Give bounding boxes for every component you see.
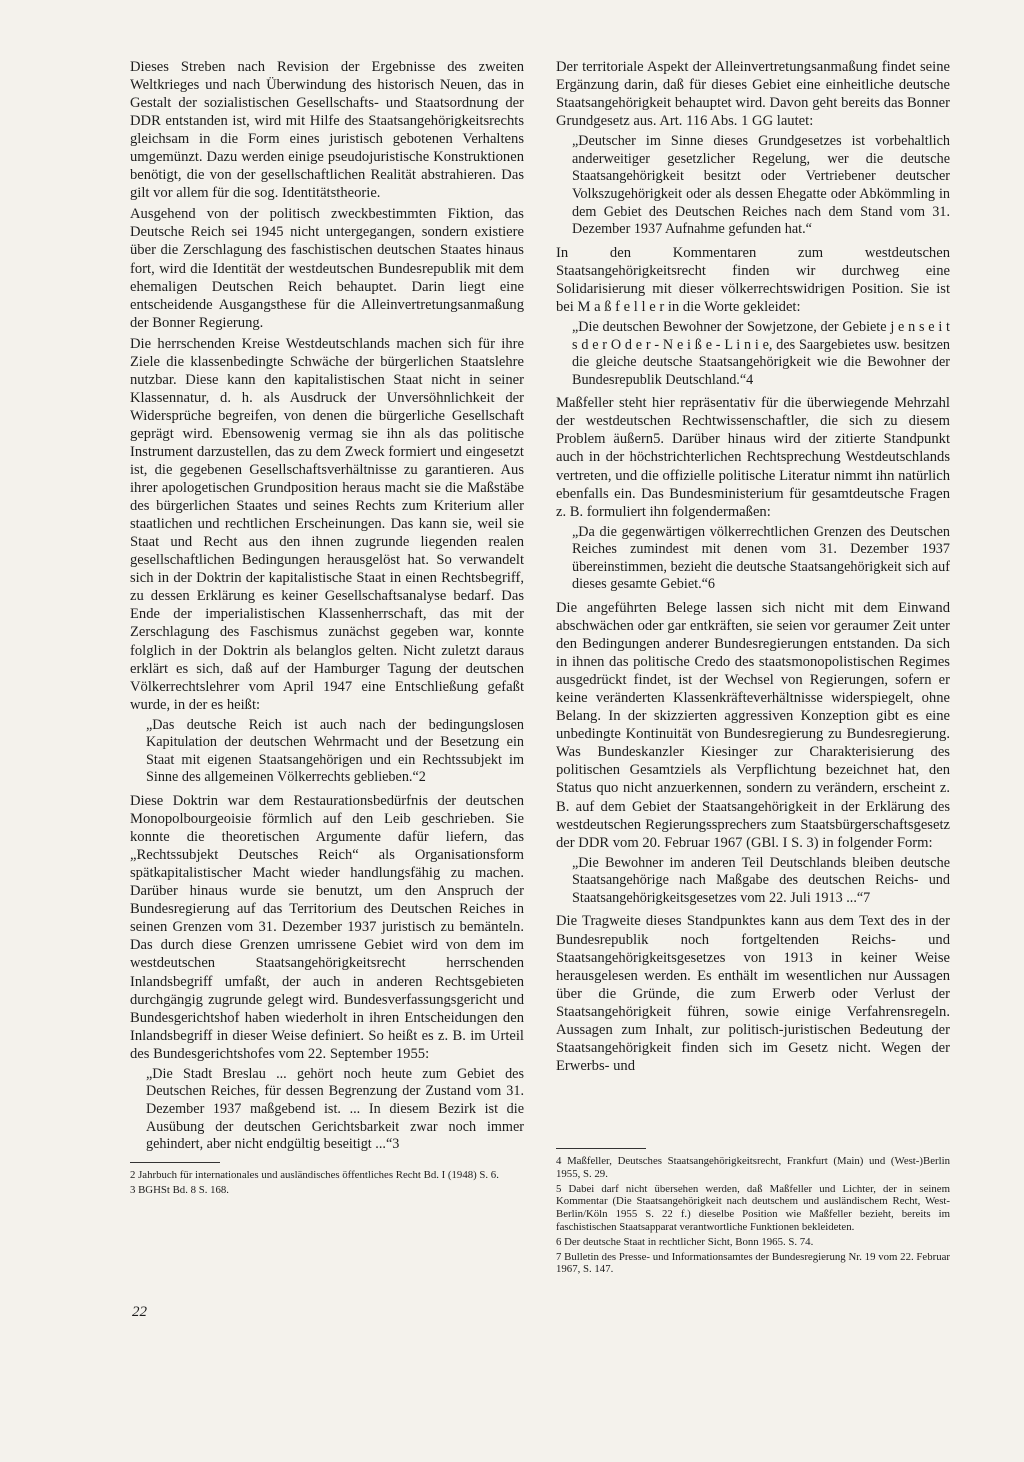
right-footnotes [556,1140,950,1278]
block-quote: „Die deutschen Bewohner der Sowjetzone, der Gebiete j e n s e i t s d e r O d e r - N e i ß e - L i n i e, des Saargebietes usw. besitzen die gleiche deutsche Staatsangehörigkeit wie die Bewohner der Bundesrepublik Deutschland.“4 [572,318,950,388]
footnote: 4 Maßfeller, Deutsches Staatsangehörigkeitsrecht, Frankfurt (Main) und (West-)Berlin 1955, S. 29. [556,1155,950,1180]
block-quote: „Die Stadt Breslau ... gehört noch heute zum Gebiet des Deutschen Reiches, für dessen Begrenzung der Zustand vom 31. Dezember 1937 maßgebend ist. ... In diesem Bezirk ist die Ausübung der deutschen Gerichtsbarkeit zwar noch immer gehindert, aber nicht endgültig beseitigt ...“3 [146,1065,524,1153]
block-quote: „Das deutsche Reich ist auch nach der bedingungslosen Kapitulation der deutschen Wehrmacht und der Besetzung ein Staat mit eigenen Staatsangehörigen und ein Rechtssubjekt im Sinne des allgemeinen Völkerrechts geblieben.“2 [146,716,524,786]
block-quote: „Da die gegenwärtigen völkerrechtlichen Grenzen des Deutschen Reiches zumindest mit denen vom 31. Dezember 1937 übereinstimmen, bezieht die deutsche Staatsangehörigkeit sich auf dieses gesamte Gebiet.“6 [572,523,950,593]
page-number: 22 [132,1304,147,1320]
paragraph: Ausgehend von der politisch zweckbestimmten Fiktion, das Deutsche Reich sei 1945 nicht untergegangen, sondern existiere über die Zerschlagung des faschistischen deutschen Staates hinaus fort, wird die Identität der westdeutschen Bundesrepublik mit dem ehemaligen Deutschen Reich behauptet. Darin liegt eine entscheidende Ausgangsthese für die Alleinvertretungsanmaßung der Bonner Regierung. [130,206,524,331]
left-column [130,58,524,1198]
paragraph: Der territoriale Aspekt der Alleinvertretungsanmaßung findet seine Ergänzung darin, daß für dieses Gebiet eine einheitliche deutsche Staatsangehörigkeit behauptet wird. Davon geht bereits das Bonner Grundgesetz aus. Art. 116 Abs. 1 GG lautet: [556,59,950,130]
paragraph: Die angeführten Belege lassen sich nicht mit dem Einwand abschwächen oder gar entkräften, sie seien vor geraumer Zeit unter den Bedingungen anderer Bundesregierungen entstanden. Da sich in ihnen das politische Credo des staatsmonopolistischen Regimes ausgedrückt findet, ist der Wechsel von Regierungen, sofern er keine veränderten Klassenkräfteverhältnisse widerspiegelt, ohne Belang. In der skizzierten aggressiven Konzeption gibt es eine unbedingte Kontinuität von Bundesregierung zu Bundesregierung. Was Bundeskanzler Kiesinger zur Charakterisierung des politischen Gesamtziels als Verpflichtung bezeichnet hat, den Status quo nicht anzuerkennen, sondern zu verändern, erscheint z. B. auf dem Gebiet der Staatsangehörigkeit in der Erklärung des westdeutschen Regierungssprechers zum Staatsbürgerschaftsgesetz der DDR vom 20. Februar 1967 (GBl. I S. 3) in folgender Form: [556,600,950,851]
paragraph: Die Tragweite dieses Standpunktes kann aus dem Text des in der Bundesrepublik noch fortgeltenden Reichs- und Staatsangehörigkeitsgesetzes von 1913 in keiner Weise herausgelesen werden. Es enthält im wesentlichen nur Aussagen über die Gründe, die zum Erwerb oder Verlust der Staatsangehörigkeit führen, sowie einige Verfahrensregeln. Aussagen zum Inhalt, zur politisch-juristischen Bedeutung der Staatsangehörigkeit finden sich im Gesetz nicht. Wegen der Erwerbs- und [556,913,950,1074]
footnote: 5 Dabei darf nicht übersehen werden, daß Maßfeller und Lichter, der in seinem Kommentar (Die Staatsangehörigkeit nach deutschem und ausländischem Recht, West-Berlin/Köln 1955 S. 22 f.) dieselbe Position wie Maßfeller bezieht, bereits im faschistischen Staatsapparat verantwortliche Funktionen bekleideten. [556,1182,950,1233]
footnote-rule [556,1148,646,1149]
paragraph: Maßfeller steht hier repräsentativ für die überwiegende Mehrzahl der westdeutschen Rechtwissenschaftler, die sich zu diesem Problem äußern5. Darüber hinaus wird der zitierte Standpunkt auch in der höchstrichterlichen Rechtsprechung Westdeutschlands vertreten, und die offizielle politische Literatur nimmt ihn natürlich ebenfalls ein. Das Bundesministerium für gesamtdeutsche Fragen z. B. formuliert ihn folgendermaßen: [556,395,950,520]
paragraph: In den Kommentaren zum westdeutschen Staatsangehörigkeitsrecht finden wir durchweg eine Solidarisierung mit dieser völkerrechtswidrigen Position. Sie ist bei M a ß f e l l e r in die Worte gekleidet: [556,244,950,315]
footnote-rule [130,1162,220,1163]
footnote: 3 BGHSt Bd. 8 S. 168. [130,1183,229,1196]
right-column [556,58,950,1078]
paragraph: Dieses Streben nach Revision der Ergebnisse des zweiten Weltkrieges und nach Überwindung des historisch Neuen, das in Gestalt der sozialistischen Gesellschafts- und Staatsordnung der DDR entstanden ist, wird mit Hilfe des Staatsangehörigkeitsrechts gleichsam in die Form eines juristisch gebotenen Verhaltens umgemünzt. Dazu werden einige pseudojuristische Konstruktionen benötigt, die von der gesellschaftlichen Realität abstrahieren. Das gilt vor allem für die sog. Identitätstheorie. [130,59,524,202]
paragraph: Diese Doktrin war dem Restaurationsbedürfnis der deutschen Monopolbourgeoisie förmlich auf den Leib geschrieben. Sie konnte die theoretischen Argumente dafür liefern, das „Rechtssubjekt Deutsches Reich“ als Organisationsform spätkapitalistischer Macht wieder handlungsfähig zu machen. Darüber hinaus wurde sie benutzt, um den Anspruch der Bundesregierung auf das Territorium des Deutschen Reiches in seinen Grenzen vom 31. Dezember 1937 juristisch zu bemänteln. Das durch diese Grenzen umrissene Gebiet wird von dem im westdeutschen Staatsangehörigkeitsrecht herrschenden Inlandsbegriff umfaßt, der auch in anderen Rechtsgebieten durchgängig zugrunde gelegt wird. Bundesverfassungsgericht und Bundesgerichtshof haben wiederholt in ihren Entscheidungen den Inlandsbegriff in dieser Weise definiert. So heißt es z. B. im Urteil des Bundesgerichtshofes vom 22. September 1955: [130,793,524,1062]
footnote: 6 Der deutsche Staat in rechtlicher Sicht, Bonn 1965. S. 74. [556,1235,814,1248]
block-quote: „Die Bewohner im anderen Teil Deutschlands bleiben deutsche Staatsangehörige nach Maßgabe des deutschen Reichs- und Staatsangehörigkeitsgesetzes vom 22. Juli 1913 ...“7 [572,854,950,906]
paragraph: Die herrschenden Kreise Westdeutschlands machen sich für ihre Ziele die klassenbedingte Schwäche der bürgerlichen Staatslehre nutzbar. Diese kann den kapitalistischen Staat nicht in seiner Klassennatur, d. h. als Ausdruck der Unversöhnlichkeit der Widersprüche begreifen, von denen die bürgerliche Gesellschaft geprägt wird. Ebensowenig vermag sie ihn als das politische Instrument darzustellen, das zu dem Zweck formiert und eingesetzt ist, die gegebenen Gesellschaftsverhältnisse zu garantieren. Aus ihrer apologetischen Grundposition heraus macht sie die Maßstäbe des bürgerlichen Staates und seines Rechts zum Kriterium aller staatlichen und rechtlichen Erscheinungen. Das kann sie, weil sie Staat und Recht aus den ihnen zugrunde liegenden realen gesellschaftlichen Bedingungen herausgelöst hat. So verwandelt sich in der Doktrin der kapitalistische Staat in einen Rechtsbegriff, zu dessen Erklärung es keiner Gesellschaftsanalyse bedarf. Das Ende der imperialistischen Klassenherrschaft, das mit der Zerschlagung des Faschismus zunächst gegeben war, konnte folglich in der Doktrin als belanglos gelten. Nicht zuletzt daraus erklärt es sich, daß auf der Hamburger Tagung der deutschen Völkerrechtslehrer vom April 1947 eine Entschließung gefaßt wurde, in der es heißt: [130,335,524,713]
block-quote: „Deutscher im Sinne dieses Grundgesetzes ist vorbehaltlich anderweitiger gesetzlicher Regelung, wer die deutsche Staatsangehörigkeit besitzt oder Vertriebener deutscher Volkszugehörigkeit oder als dessen Ehegatte oder Abkömmling in dem Gebiet des Deutschen Reiches nach dem Stand vom 31. Dezember 1937 Aufnahme gefunden hat.“ [572,133,950,238]
footnote: 7 Bulletin des Presse- und Informationsamtes der Bundesregierung Nr. 19 vom 22. Februar 1967, S. 147. [556,1250,950,1276]
footnote: 2 Jahrbuch für internationales und ausländisches öffentliches Recht Bd. I (1948) S. 6. [130,1168,499,1181]
